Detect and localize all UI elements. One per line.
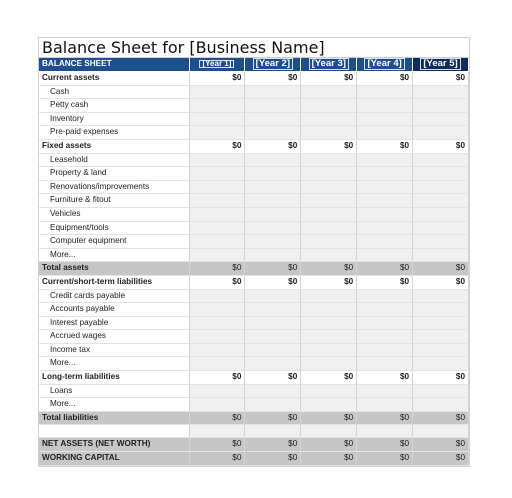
year-1-cell[interactable]: [189, 153, 245, 167]
line-item-row: [39, 180, 469, 194]
year-2-cell[interactable]: [245, 384, 301, 398]
year-5-cell[interactable]: [413, 85, 469, 99]
year-3-cell[interactable]: [301, 289, 357, 303]
year-5-cell[interactable]: $0: [413, 452, 469, 466]
year-1-cell[interactable]: [189, 235, 245, 249]
row-label: Renovations/improvements: [39, 180, 189, 194]
row-label: Furniture & fitout: [39, 194, 189, 208]
year-2-cell[interactable]: [245, 398, 301, 412]
year-2-cell[interactable]: [245, 303, 301, 317]
year-5-cell[interactable]: [413, 289, 469, 303]
line-item-row: [39, 167, 469, 181]
year-2-cell[interactable]: [245, 235, 301, 249]
row-label: NET ASSETS (NET WORTH): [39, 438, 189, 452]
year-2-cell[interactable]: $0: [245, 262, 301, 276]
year-4-cell[interactable]: [357, 248, 413, 262]
year-4-cell[interactable]: [357, 207, 413, 221]
year-4-cell[interactable]: [357, 112, 413, 126]
year-3-cell[interactable]: [301, 248, 357, 262]
year-3-cell[interactable]: [301, 330, 357, 344]
year-3-header[interactable]: [Year 3]: [301, 58, 357, 72]
line-item-row: [39, 126, 469, 140]
year-5-cell[interactable]: [413, 398, 469, 412]
year-4-cell[interactable]: [357, 235, 413, 249]
row-label: Total assets: [39, 262, 189, 276]
row-label: Fixed assets: [39, 139, 189, 153]
year-1-cell[interactable]: [189, 126, 245, 140]
blank-row: [39, 425, 469, 438]
year-3-cell[interactable]: $0: [301, 139, 357, 153]
year-2-cell[interactable]: [245, 126, 301, 140]
row-label: Accounts payable: [39, 303, 189, 317]
year-4-cell[interactable]: $0: [357, 139, 413, 153]
year-4-cell[interactable]: [357, 180, 413, 194]
year-2-cell[interactable]: [245, 221, 301, 235]
year-1-cell[interactable]: $0: [189, 452, 245, 466]
year-1-cell[interactable]: [189, 384, 245, 398]
year-5-cell[interactable]: [413, 330, 469, 344]
year-3-cell[interactable]: [301, 194, 357, 208]
year-1-cell[interactable]: [189, 357, 245, 371]
sheet-title: Balance Sheet for [Business Name]: [39, 38, 469, 58]
year-5-cell[interactable]: [413, 316, 469, 330]
year-2-cell[interactable]: [245, 207, 301, 221]
year-1-cell[interactable]: $0: [189, 139, 245, 153]
year-3-cell[interactable]: $0: [301, 275, 357, 289]
line-item-row: [39, 343, 469, 357]
year-1-cell[interactable]: [189, 398, 245, 412]
year-3-cell[interactable]: [301, 235, 357, 249]
row-label: More...: [39, 357, 189, 371]
year-2-cell[interactable]: [245, 112, 301, 126]
year-3-cell[interactable]: [301, 126, 357, 140]
year-3-cell[interactable]: [301, 343, 357, 357]
row-label: Petty cash: [39, 99, 189, 113]
year-5-cell[interactable]: $0: [413, 438, 469, 452]
line-item-row: [39, 398, 469, 412]
year-4-cell[interactable]: [357, 425, 413, 438]
year-3-cell[interactable]: $0: [301, 438, 357, 452]
year-2-cell[interactable]: $0: [245, 72, 301, 86]
year-2-cell[interactable]: $0: [245, 139, 301, 153]
year-5-cell[interactable]: [413, 235, 469, 249]
total-row: [39, 438, 469, 452]
line-item-row: [39, 330, 469, 344]
year-4-cell[interactable]: [357, 194, 413, 208]
year-5-cell[interactable]: [413, 221, 469, 235]
year-5-cell[interactable]: [413, 303, 469, 317]
line-item-row: [39, 153, 469, 167]
line-item-row: [39, 248, 469, 262]
year-1-cell[interactable]: [189, 180, 245, 194]
header-label: BALANCE SHEET: [39, 58, 189, 72]
year-4-cell[interactable]: $0: [357, 452, 413, 466]
year-4-cell[interactable]: [357, 343, 413, 357]
row-label: Vehicles: [39, 207, 189, 221]
row-label: Property & land: [39, 167, 189, 181]
year-5-cell[interactable]: [413, 207, 469, 221]
year-4-cell[interactable]: [357, 126, 413, 140]
year-3-cell[interactable]: $0: [301, 411, 357, 425]
row-label: Cash: [39, 85, 189, 99]
year-5-cell[interactable]: [413, 126, 469, 140]
year-1-cell[interactable]: $0: [189, 438, 245, 452]
section-row: [39, 275, 469, 289]
row-label: More...: [39, 248, 189, 262]
year-5-cell[interactable]: [413, 180, 469, 194]
year-5-cell[interactable]: [413, 194, 469, 208]
row-label: Pre-paid expenses: [39, 126, 189, 140]
year-3-cell[interactable]: [301, 153, 357, 167]
year-5-cell[interactable]: $0: [413, 139, 469, 153]
row-label: Inventory: [39, 112, 189, 126]
section-row: [39, 72, 469, 86]
year-2-cell[interactable]: $0: [245, 371, 301, 385]
year-2-cell[interactable]: [245, 343, 301, 357]
year-2-cell[interactable]: $0: [245, 452, 301, 466]
year-2-cell[interactable]: [245, 99, 301, 113]
year-4-cell[interactable]: $0: [357, 371, 413, 385]
row-label: Leasehold: [39, 153, 189, 167]
year-1-cell[interactable]: [189, 343, 245, 357]
year-2-cell[interactable]: [245, 289, 301, 303]
year-2-header[interactable]: [Year 2]: [245, 58, 301, 72]
year-1-cell[interactable]: [189, 289, 245, 303]
year-1-cell[interactable]: [189, 112, 245, 126]
year-1-cell[interactable]: $0: [189, 411, 245, 425]
year-2-cell[interactable]: [245, 153, 301, 167]
year-4-cell[interactable]: [357, 316, 413, 330]
total-row: [39, 452, 469, 466]
year-1-cell[interactable]: $0: [189, 72, 245, 86]
year-3-cell[interactable]: [301, 384, 357, 398]
year-3-cell[interactable]: [301, 180, 357, 194]
year-1-cell[interactable]: [189, 248, 245, 262]
row-label: Interest payable: [39, 316, 189, 330]
year-4-cell[interactable]: [357, 221, 413, 235]
year-5-cell[interactable]: $0: [413, 275, 469, 289]
balance-sheet-table: [39, 58, 469, 466]
year-3-cell[interactable]: $0: [301, 262, 357, 276]
line-item-row: [39, 235, 469, 249]
year-3-cell[interactable]: [301, 167, 357, 181]
section-row: [39, 139, 469, 153]
year-4-cell[interactable]: [357, 384, 413, 398]
year-5-cell[interactable]: [413, 384, 469, 398]
row-label: Long-term liabilities: [39, 371, 189, 385]
year-1-cell[interactable]: $0: [189, 275, 245, 289]
year-5-cell[interactable]: [413, 153, 469, 167]
year-2-cell[interactable]: [245, 194, 301, 208]
year-5-cell[interactable]: $0: [413, 411, 469, 425]
row-label: Total liabilities: [39, 411, 189, 425]
year-1-cell[interactable]: $0: [189, 262, 245, 276]
year-4-cell[interactable]: $0: [357, 438, 413, 452]
year-1-cell[interactable]: $0: [189, 371, 245, 385]
row-label: More...: [39, 398, 189, 412]
year-4-cell[interactable]: [357, 99, 413, 113]
year-4-cell[interactable]: $0: [357, 411, 413, 425]
line-item-row: [39, 207, 469, 221]
year-1-header[interactable]: [Year 1]: [189, 58, 245, 72]
year-2-cell[interactable]: [245, 248, 301, 262]
year-1-cell[interactable]: [189, 85, 245, 99]
year-1-cell[interactable]: [189, 221, 245, 235]
year-1-cell[interactable]: [189, 99, 245, 113]
year-3-cell[interactable]: [301, 303, 357, 317]
year-2-cell[interactable]: $0: [245, 438, 301, 452]
year-4-cell[interactable]: $0: [357, 72, 413, 86]
year-2-cell[interactable]: [245, 316, 301, 330]
year-5-cell[interactable]: [413, 167, 469, 181]
year-4-header[interactable]: [Year 4]: [357, 58, 413, 72]
year-5-cell[interactable]: $0: [413, 262, 469, 276]
line-item-row: [39, 357, 469, 371]
header-row: [39, 58, 469, 72]
row-label: Equipment/tools: [39, 221, 189, 235]
year-3-cell[interactable]: [301, 316, 357, 330]
year-1-cell[interactable]: [189, 330, 245, 344]
year-5-cell[interactable]: [413, 248, 469, 262]
year-5-cell[interactable]: $0: [413, 72, 469, 86]
row-label: Accrued wages: [39, 330, 189, 344]
line-item-row: [39, 384, 469, 398]
year-5-header[interactable]: [Year 5]: [413, 58, 469, 72]
year-4-cell[interactable]: [357, 357, 413, 371]
year-5-cell[interactable]: [413, 357, 469, 371]
year-3-cell[interactable]: $0: [301, 72, 357, 86]
line-item-row: [39, 99, 469, 113]
year-4-cell[interactable]: [357, 289, 413, 303]
line-item-row: [39, 221, 469, 235]
year-2-cell[interactable]: [245, 167, 301, 181]
total-row: [39, 411, 469, 425]
year-2-cell[interactable]: $0: [245, 275, 301, 289]
year-2-cell[interactable]: [245, 180, 301, 194]
line-item-row: [39, 112, 469, 126]
year-1-cell[interactable]: [189, 303, 245, 317]
year-3-cell[interactable]: [301, 357, 357, 371]
year-4-cell[interactable]: [357, 85, 413, 99]
year-4-cell[interactable]: [357, 153, 413, 167]
year-5-cell[interactable]: $0: [413, 371, 469, 385]
year-1-cell[interactable]: [189, 207, 245, 221]
year-3-cell[interactable]: $0: [301, 452, 357, 466]
row-label: Current assets: [39, 72, 189, 86]
row-label: [39, 425, 189, 438]
line-item-row: [39, 289, 469, 303]
year-4-cell[interactable]: [357, 303, 413, 317]
row-label: Credit cards payable: [39, 289, 189, 303]
year-3-cell[interactable]: [301, 99, 357, 113]
year-3-cell[interactable]: [301, 207, 357, 221]
row-label: Computer equipment: [39, 235, 189, 249]
year-5-cell[interactable]: [413, 425, 469, 438]
year-3-cell[interactable]: $0: [301, 371, 357, 385]
year-3-cell[interactable]: [301, 221, 357, 235]
year-1-cell[interactable]: [189, 316, 245, 330]
year-3-cell[interactable]: [301, 85, 357, 99]
year-4-cell[interactable]: [357, 398, 413, 412]
year-3-cell[interactable]: [301, 112, 357, 126]
balance-sheet: [38, 37, 470, 467]
year-5-cell[interactable]: [413, 99, 469, 113]
row-label: Current/short-term liabilities: [39, 275, 189, 289]
year-2-cell[interactable]: [245, 357, 301, 371]
year-1-cell[interactable]: [189, 194, 245, 208]
year-3-cell[interactable]: [301, 398, 357, 412]
section-row: [39, 371, 469, 385]
year-1-cell[interactable]: [189, 167, 245, 181]
year-4-cell[interactable]: $0: [357, 262, 413, 276]
year-2-cell[interactable]: [245, 330, 301, 344]
row-label: WORKING CAPITAL: [39, 452, 189, 466]
row-label: Loans: [39, 384, 189, 398]
line-item-row: [39, 316, 469, 330]
line-item-row: [39, 85, 469, 99]
year-4-cell[interactable]: [357, 167, 413, 181]
year-4-cell[interactable]: [357, 330, 413, 344]
year-4-cell[interactable]: $0: [357, 275, 413, 289]
total-row: [39, 262, 469, 276]
row-label: Income tax: [39, 343, 189, 357]
year-5-cell[interactable]: [413, 112, 469, 126]
year-2-cell[interactable]: [245, 425, 301, 438]
year-1-cell[interactable]: [189, 425, 245, 438]
year-5-cell[interactable]: [413, 343, 469, 357]
line-item-row: [39, 303, 469, 317]
line-item-row: [39, 194, 469, 208]
year-3-cell[interactable]: [301, 425, 357, 438]
year-2-cell[interactable]: [245, 85, 301, 99]
year-2-cell[interactable]: $0: [245, 411, 301, 425]
